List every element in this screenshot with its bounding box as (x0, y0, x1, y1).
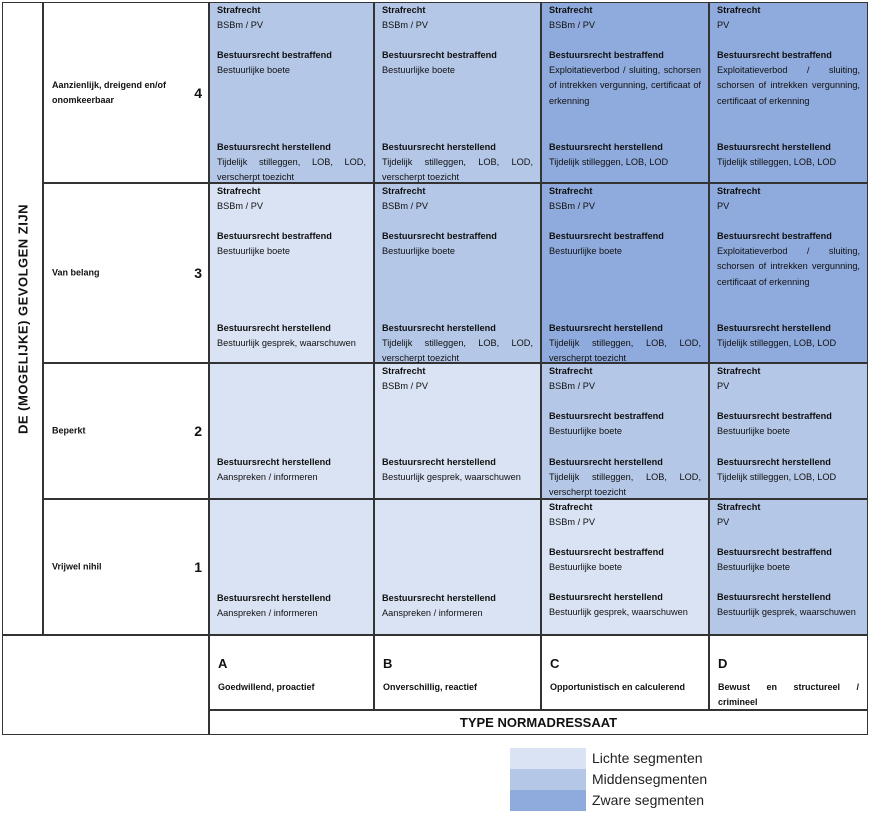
measure-block (549, 321, 701, 367)
measure-text: Bestuurlijk gesprek, waarschuwen (549, 607, 688, 618)
row-number: 1 (194, 559, 202, 575)
measure-text: BSBm / PV (382, 381, 428, 392)
measure-block (382, 364, 533, 394)
measure-text: BSBm / PV (549, 20, 595, 31)
measure-text: BSBm / PV (382, 20, 428, 31)
row-number: 4 (194, 84, 202, 101)
measure-text: Bestuurlijke boete (549, 426, 623, 437)
measure-heading: Bestuursrecht herstellend (217, 323, 331, 333)
measure-text: Bestuurlijke boete (217, 246, 291, 257)
measure-text: BSBm / PV (549, 381, 595, 392)
measure-text: BSBm / PV (549, 201, 595, 212)
matrix-cell-B3 (374, 183, 541, 363)
measure-heading: Strafrecht (382, 5, 426, 15)
measure-text: Bestuurlijk gesprek, waarschuwen (382, 472, 521, 483)
measure-text: Tijdelijk stilleggen, LOB, LOD, verscherpt toezicht (217, 157, 366, 183)
row-number: 2 (194, 423, 202, 439)
matrix-cell-C2 (541, 363, 709, 499)
row-label: Vrijwel nihil (52, 561, 102, 572)
column-letter: A (218, 656, 228, 671)
measure-block (382, 3, 533, 33)
measure-heading: Bestuursrecht bestraffend (549, 547, 664, 557)
column-letter: D (718, 656, 728, 671)
row-label: Aanzienlijk, dreigend en/of onomkeerbaar (52, 79, 167, 105)
measure-text: Tijdelijk stilleggen, LOB, LOD, verscherpt toezicht (549, 472, 701, 498)
measure-text: Tijdelijk stilleggen, LOB, LOD (549, 157, 669, 168)
measure-block (217, 140, 366, 186)
measure-block (717, 364, 860, 394)
measure-block (549, 545, 701, 575)
measure-heading: Strafrecht (549, 186, 593, 196)
measure-block (717, 229, 860, 290)
measure-heading: Bestuursrecht bestraffend (217, 50, 332, 60)
measure-heading: Bestuursrecht bestraffend (717, 50, 832, 60)
measure-heading: Bestuursrecht herstellend (382, 457, 496, 467)
measure-block (382, 48, 533, 78)
legend-label: Lichte segmenten (592, 750, 703, 766)
measure-block (717, 455, 860, 485)
measure-block (217, 184, 366, 214)
measure-text: PV (717, 201, 730, 212)
legend-swatch (510, 769, 586, 790)
measure-heading: Bestuursrecht herstellend (549, 323, 663, 333)
measure-text: PV (717, 517, 730, 528)
measure-heading: Bestuursrecht herstellend (217, 142, 331, 152)
measure-block (217, 591, 366, 621)
measure-heading: Bestuursrecht herstellend (549, 592, 663, 602)
measure-heading: Strafrecht (549, 502, 593, 512)
matrix-cell-B4 (374, 2, 541, 183)
measure-heading: Strafrecht (549, 366, 593, 376)
matrix-cell-A2 (209, 363, 374, 499)
measure-text: Aanspreken / informeren (217, 472, 318, 483)
column-description: Onverschillig, reactief (383, 682, 478, 692)
measure-text: Exploitatieverbod / sluiting, schorsen of intrekken vergunning, certificaat of erkenning (717, 246, 860, 287)
measure-block (217, 48, 366, 78)
row-header-4 (43, 2, 209, 183)
measure-block (717, 500, 860, 530)
measure-heading: Strafrecht (217, 5, 261, 15)
column-header-B (374, 635, 541, 710)
measure-text: BSBm / PV (217, 201, 263, 212)
measure-heading: Bestuursrecht herstellend (217, 457, 331, 467)
measure-heading: Bestuursrecht bestraffend (717, 411, 832, 421)
measure-text: Tijdelijk stilleggen, LOB, LOD, verscherpt toezicht (549, 338, 701, 364)
measure-text: Bestuurlijke boete (382, 246, 456, 257)
matrix-cell-B2 (374, 363, 541, 499)
row-header-2 (43, 363, 209, 499)
measure-text: Aanspreken / informeren (217, 608, 318, 619)
measure-heading: Bestuursrecht herstellend (217, 593, 331, 603)
measure-text: PV (717, 20, 730, 31)
measure-text: Aanspreken / informeren (382, 608, 483, 619)
matrix-cell-B1 (374, 499, 541, 635)
measure-heading: Strafrecht (717, 366, 761, 376)
measure-heading: Bestuursrecht herstellend (382, 142, 496, 152)
measure-heading: Bestuursrecht herstellend (717, 457, 831, 467)
measure-block (382, 591, 533, 621)
matrix-cell-D1 (709, 499, 868, 635)
matrix-cell-C3 (541, 183, 709, 363)
column-header-A (209, 635, 374, 710)
legend-swatch (510, 790, 586, 811)
measure-block (717, 140, 860, 170)
row-label: Beperkt (52, 425, 86, 436)
measure-heading: Strafrecht (217, 186, 261, 196)
measure-block (717, 48, 860, 109)
measure-block (549, 455, 701, 501)
matrix-cell-A4 (209, 2, 374, 183)
column-description: Goedwillend, proactief (218, 682, 315, 692)
measure-heading: Strafrecht (382, 366, 426, 376)
row-header-3 (43, 183, 209, 363)
row-number: 3 (194, 265, 202, 281)
measure-text: Bestuurlijke boete (549, 562, 623, 573)
measure-text: BSBm / PV (217, 20, 263, 31)
measure-heading: Strafrecht (717, 5, 761, 15)
measure-text: Bestuurlijke boete (382, 65, 456, 76)
measure-text: Bestuurlijke boete (717, 426, 791, 437)
measure-heading: Bestuursrecht herstellend (382, 323, 496, 333)
row-label: Van belang (52, 267, 100, 278)
row-header-1 (43, 499, 209, 635)
measure-text: Bestuurlijke boete (217, 65, 291, 76)
measure-heading: Bestuursrecht bestraffend (549, 231, 664, 241)
measure-block (717, 3, 860, 33)
measure-block (217, 229, 366, 259)
measure-block (382, 321, 533, 367)
measure-heading: Bestuursrecht herstellend (717, 323, 831, 333)
matrix-cell-D3 (709, 183, 868, 363)
matrix-cell-C4 (541, 2, 709, 183)
measure-heading: Bestuursrecht herstellend (549, 142, 663, 152)
measure-text: Bestuurlijk gesprek, waarschuwen (717, 607, 856, 618)
measure-heading: Bestuursrecht bestraffend (717, 547, 832, 557)
measure-heading: Bestuursrecht herstellend (382, 593, 496, 603)
y-axis-title: DE (MOGELIJKE) GEVOLGEN ZIJN (15, 203, 30, 434)
column-description: Opportunistisch en calculerend (550, 682, 686, 692)
measure-text: Bestuurlijke boete (549, 246, 623, 257)
measure-heading: Bestuursrecht bestraffend (549, 50, 664, 60)
sanction-matrix (2, 2, 868, 735)
measure-block (382, 455, 533, 485)
measure-block (549, 3, 701, 33)
column-header-D (709, 635, 868, 710)
legend-label: Zware segmenten (592, 792, 705, 808)
measure-text: Tijdelijk stilleggen, LOB, LOD (717, 338, 837, 349)
measure-text: Bestuurlijk gesprek, waarschuwen (217, 338, 356, 349)
measure-block (717, 545, 860, 575)
measure-heading: Bestuursrecht herstellend (717, 592, 831, 602)
measure-text: PV (717, 381, 730, 392)
measure-block (717, 321, 860, 351)
x-axis-title: TYPE NORMADRESSAAT (209, 710, 868, 735)
measure-text: Exploitatieverbod / sluiting, schorsen of intrekken vergunning, certificaat of erkenning (717, 65, 860, 106)
measure-text: Tijdelijk stilleggen, LOB, LOD (717, 157, 837, 168)
matrix-cell-A3 (209, 183, 374, 363)
measure-block (382, 184, 533, 214)
measure-text: Tijdelijk stilleggen, LOB, LOD, verscherpt toezicht (382, 157, 533, 183)
matrix-cell-A1 (209, 499, 374, 635)
column-header-C (541, 635, 709, 710)
measure-text: BSBm / PV (382, 201, 428, 212)
measure-text: Tijdelijk stilleggen, LOB, LOD (717, 472, 837, 483)
measure-heading: Bestuursrecht bestraffend (217, 231, 332, 241)
measure-heading: Strafrecht (549, 5, 593, 15)
measure-block (717, 184, 860, 214)
matrix-cell-C1 (541, 499, 709, 635)
measure-heading: Bestuursrecht bestraffend (382, 50, 497, 60)
measure-block (217, 455, 366, 485)
measure-block (382, 140, 533, 186)
measure-heading: Bestuursrecht bestraffend (549, 411, 664, 421)
measure-heading: Strafrecht (717, 186, 761, 196)
measure-text: Bestuurlijke boete (717, 562, 791, 573)
measure-text: BSBm / PV (549, 517, 595, 528)
column-letter: C (550, 656, 560, 671)
measure-block (549, 364, 701, 394)
measure-text: Exploitatieverbod / sluiting, schorsen of intrekken vergunning, certificaat of erkenning (549, 65, 701, 106)
column-description: Bewust en structureel / crimineel (718, 682, 859, 707)
measure-block (382, 229, 533, 259)
measure-block (549, 184, 701, 214)
measure-heading: Bestuursrecht bestraffend (717, 231, 832, 241)
measure-block (549, 140, 701, 170)
column-letter: B (383, 656, 393, 671)
measure-heading: Bestuursrecht herstellend (549, 457, 663, 467)
matrix-cell-D4 (709, 2, 868, 183)
measure-heading: Bestuursrecht herstellend (717, 142, 831, 152)
measure-heading: Bestuursrecht bestraffend (382, 231, 497, 241)
measure-block (549, 590, 701, 620)
measure-heading: Strafrecht (717, 502, 761, 512)
corner-cell (2, 635, 209, 735)
measure-heading: Strafrecht (382, 186, 426, 196)
measure-block (717, 590, 860, 620)
measure-block (717, 409, 860, 439)
matrix-cell-D2 (709, 363, 868, 499)
legend-swatch (510, 748, 586, 769)
measure-block (217, 321, 366, 351)
measure-block (549, 229, 701, 259)
y-axis-title-box (2, 2, 43, 635)
legend-label: Middensegmenten (592, 771, 708, 787)
measure-block (217, 3, 366, 33)
measure-block (549, 409, 701, 439)
measure-block (549, 48, 701, 109)
measure-block (549, 500, 701, 530)
measure-text: Tijdelijk stilleggen, LOB, LOD, verscherpt toezicht (382, 338, 533, 364)
